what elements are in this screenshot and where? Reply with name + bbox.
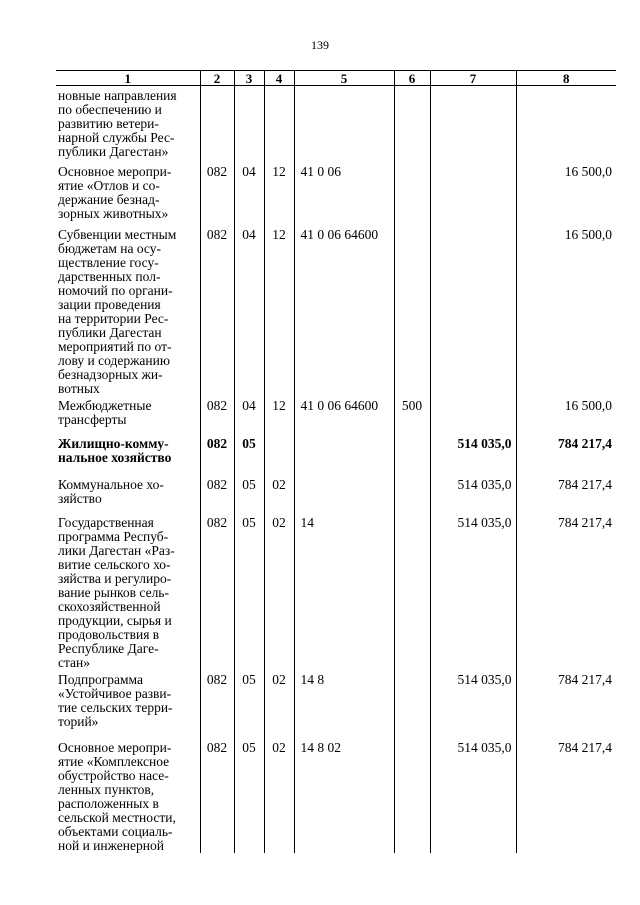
row-name-line: трансферты xyxy=(58,411,127,427)
row-name xyxy=(56,475,200,513)
row-name-line: лики Дагестан «Раз- xyxy=(58,542,175,558)
row-name-line: Основное меропри- xyxy=(58,739,172,755)
cell-subsection-code: 02 xyxy=(264,670,294,738)
cell-subsection-code xyxy=(264,86,294,162)
row-name-line: объектами социаль- xyxy=(58,823,173,839)
cell-ministry-code: 082 xyxy=(200,434,234,475)
cell-section-code: 05 xyxy=(234,434,264,475)
row-name-line: Коммунальное хо- xyxy=(58,476,164,492)
row-name-line: Основное меропри- xyxy=(58,163,172,179)
row-name-line: на территории Рес- xyxy=(58,310,169,326)
cell-ministry-code: 082 xyxy=(200,475,234,513)
table-body xyxy=(56,86,616,853)
cell-target-article: 41 0 06 xyxy=(294,162,394,225)
row-name-line: «Устойчивое разви- xyxy=(58,685,172,701)
row-name xyxy=(56,162,200,225)
row-name xyxy=(56,86,200,162)
cell-subsection-code: 02 xyxy=(264,513,294,670)
cell-subsection-code: 02 xyxy=(264,738,294,853)
cell-section-code: 04 xyxy=(234,396,264,434)
cell-expense-type xyxy=(394,86,430,162)
row-name-line: продукции, сырья и xyxy=(58,612,172,628)
row-name-line: вотных xyxy=(58,380,100,396)
row-name-line: мероприятий по от- xyxy=(58,338,172,354)
cell-amount-year2: 784 217,4 xyxy=(516,670,616,738)
cell-target-article xyxy=(294,475,394,513)
column-header-7: 7 xyxy=(430,71,516,86)
row-name-line: торий» xyxy=(58,713,99,729)
row-name-line: нарной службы Рес- xyxy=(58,130,175,145)
cell-expense-type xyxy=(394,670,430,738)
row-name-line: ятие «Комплексное xyxy=(58,753,170,769)
column-header-2: 2 xyxy=(200,71,234,86)
cell-section-code: 05 xyxy=(234,475,264,513)
cell-subsection-code: 12 xyxy=(264,396,294,434)
row-name-line: номочий по органи- xyxy=(58,282,173,298)
row-name-line: зяйства и регулиро- xyxy=(58,570,172,586)
row-name-line: лову и содержанию xyxy=(58,352,170,368)
cell-section-code: 05 xyxy=(234,670,264,738)
column-header-8: 8 xyxy=(516,71,616,86)
row-name-line: нальное хозяйство xyxy=(58,449,172,465)
row-name-line: новные направления xyxy=(58,88,177,103)
column-header-6: 6 xyxy=(394,71,430,86)
row-name-line: по обеспечению и xyxy=(58,102,162,117)
cell-amount-year1 xyxy=(430,396,516,434)
cell-expense-type xyxy=(394,738,430,853)
table-row xyxy=(56,475,616,513)
cell-expense-type: 500 xyxy=(394,396,430,434)
row-name-line: Субвенции местным xyxy=(58,226,177,242)
table-row xyxy=(56,225,616,396)
budget-table xyxy=(56,70,616,853)
row-name-line: безнадзорных жи- xyxy=(58,366,163,382)
cell-ministry-code: 082 xyxy=(200,162,234,225)
cell-amount-year1: 514 035,0 xyxy=(430,434,516,475)
cell-section-code: 04 xyxy=(234,225,264,396)
cell-amount-year1: 514 035,0 xyxy=(430,475,516,513)
cell-target-article: 14 8 02 xyxy=(294,738,394,853)
row-name-line: ществление госу- xyxy=(58,254,159,270)
table-row xyxy=(56,162,616,225)
cell-amount-year1: 514 035,0 xyxy=(430,670,516,738)
table-row xyxy=(56,86,616,162)
cell-amount-year2: 784 217,4 xyxy=(516,738,616,853)
row-name xyxy=(56,670,200,738)
cell-amount-year1: 514 035,0 xyxy=(430,738,516,853)
page-number: 139 xyxy=(311,38,329,52)
column-header-3: 3 xyxy=(234,71,264,86)
row-name-line: продовольствия в xyxy=(58,626,160,642)
table-row xyxy=(56,738,616,853)
row-name-line: ной и инженерной xyxy=(58,837,164,853)
row-name xyxy=(56,513,200,670)
row-name-line: зации проведения xyxy=(58,296,161,312)
row-name-line: Республике Даге- xyxy=(58,640,159,656)
row-name-line: Государственная xyxy=(58,514,154,530)
cell-ministry-code xyxy=(200,86,234,162)
row-name-line: публики Дагестан xyxy=(58,324,162,340)
cell-ministry-code: 082 xyxy=(200,396,234,434)
cell-ministry-code: 082 xyxy=(200,738,234,853)
row-name-line: сельской местности, xyxy=(58,809,176,825)
cell-amount-year2: 784 217,4 xyxy=(516,513,616,670)
row-name-line: Подпрограмма xyxy=(58,671,143,687)
row-name-line: зорных животных» xyxy=(58,205,169,221)
cell-target-article: 41 0 06 64600 xyxy=(294,396,394,434)
row-name-line: развитию ветери- xyxy=(58,116,159,131)
cell-section-code: 04 xyxy=(234,162,264,225)
row-name-line: бюджетам на осу- xyxy=(58,240,161,256)
row-name-line: публики Дагестан» xyxy=(58,144,169,159)
cell-subsection-code xyxy=(264,434,294,475)
header-row xyxy=(56,71,616,86)
cell-amount-year1 xyxy=(430,225,516,396)
row-name-line: ятие «Отлов и со- xyxy=(58,177,160,193)
row-name-line: Жилищно-комму- xyxy=(58,435,169,451)
table-row xyxy=(56,670,616,738)
row-name xyxy=(56,434,200,475)
cell-target-article xyxy=(294,86,394,162)
cell-amount-year2: 16 500,0 xyxy=(516,396,616,434)
row-name-line: Межбюджетные xyxy=(58,397,152,413)
row-name-line: ленных пунктов, xyxy=(58,781,155,797)
row-name-line: скохозяйственной xyxy=(58,598,161,614)
row-name-line: тие сельских терри- xyxy=(58,699,173,715)
row-name-line: витие сельского хо- xyxy=(58,556,171,572)
table-row xyxy=(56,513,616,670)
row-name-line: стан» xyxy=(58,654,91,670)
column-header-4: 4 xyxy=(264,71,294,86)
cell-section-code: 05 xyxy=(234,738,264,853)
cell-expense-type xyxy=(394,475,430,513)
row-name-line: программа Респуб- xyxy=(58,528,169,544)
row-name-line: расположенных в xyxy=(58,795,159,811)
cell-target-article xyxy=(294,434,394,475)
cell-amount-year2: 784 217,4 xyxy=(516,475,616,513)
row-name xyxy=(56,738,200,853)
cell-expense-type xyxy=(394,225,430,396)
table-row xyxy=(56,396,616,434)
cell-section-code xyxy=(234,86,264,162)
cell-amount-year2: 16 500,0 xyxy=(516,162,616,225)
cell-ministry-code: 082 xyxy=(200,670,234,738)
row-name-line: дарственных пол- xyxy=(58,268,161,284)
cell-amount-year1 xyxy=(430,86,516,162)
cell-expense-type xyxy=(394,513,430,670)
cell-ministry-code: 082 xyxy=(200,513,234,670)
row-name-line: вание рынков сель- xyxy=(58,584,169,600)
column-header-5: 5 xyxy=(294,71,394,86)
row-name xyxy=(56,396,200,434)
cell-amount-year1 xyxy=(430,162,516,225)
cell-section-code: 05 xyxy=(234,513,264,670)
cell-expense-type xyxy=(394,434,430,475)
cell-amount-year2: 16 500,0 xyxy=(516,225,616,396)
cell-amount-year2 xyxy=(516,86,616,162)
cell-subsection-code: 12 xyxy=(264,162,294,225)
row-name xyxy=(56,225,200,396)
cell-expense-type xyxy=(394,162,430,225)
cell-target-article: 14 xyxy=(294,513,394,670)
cell-ministry-code: 082 xyxy=(200,225,234,396)
table-row xyxy=(56,434,616,475)
cell-subsection-code: 12 xyxy=(264,225,294,396)
cell-amount-year1: 514 035,0 xyxy=(430,513,516,670)
cell-target-article: 14 8 xyxy=(294,670,394,738)
cell-subsection-code: 02 xyxy=(264,475,294,513)
row-name-line: держание безнад- xyxy=(58,191,160,207)
column-header-1: 1 xyxy=(56,71,200,86)
row-name-line: обустройство насе- xyxy=(58,767,169,783)
cell-target-article: 41 0 06 64600 xyxy=(294,225,394,396)
row-name-line: зяйство xyxy=(58,490,102,506)
cell-amount-year2: 784 217,4 xyxy=(516,434,616,475)
